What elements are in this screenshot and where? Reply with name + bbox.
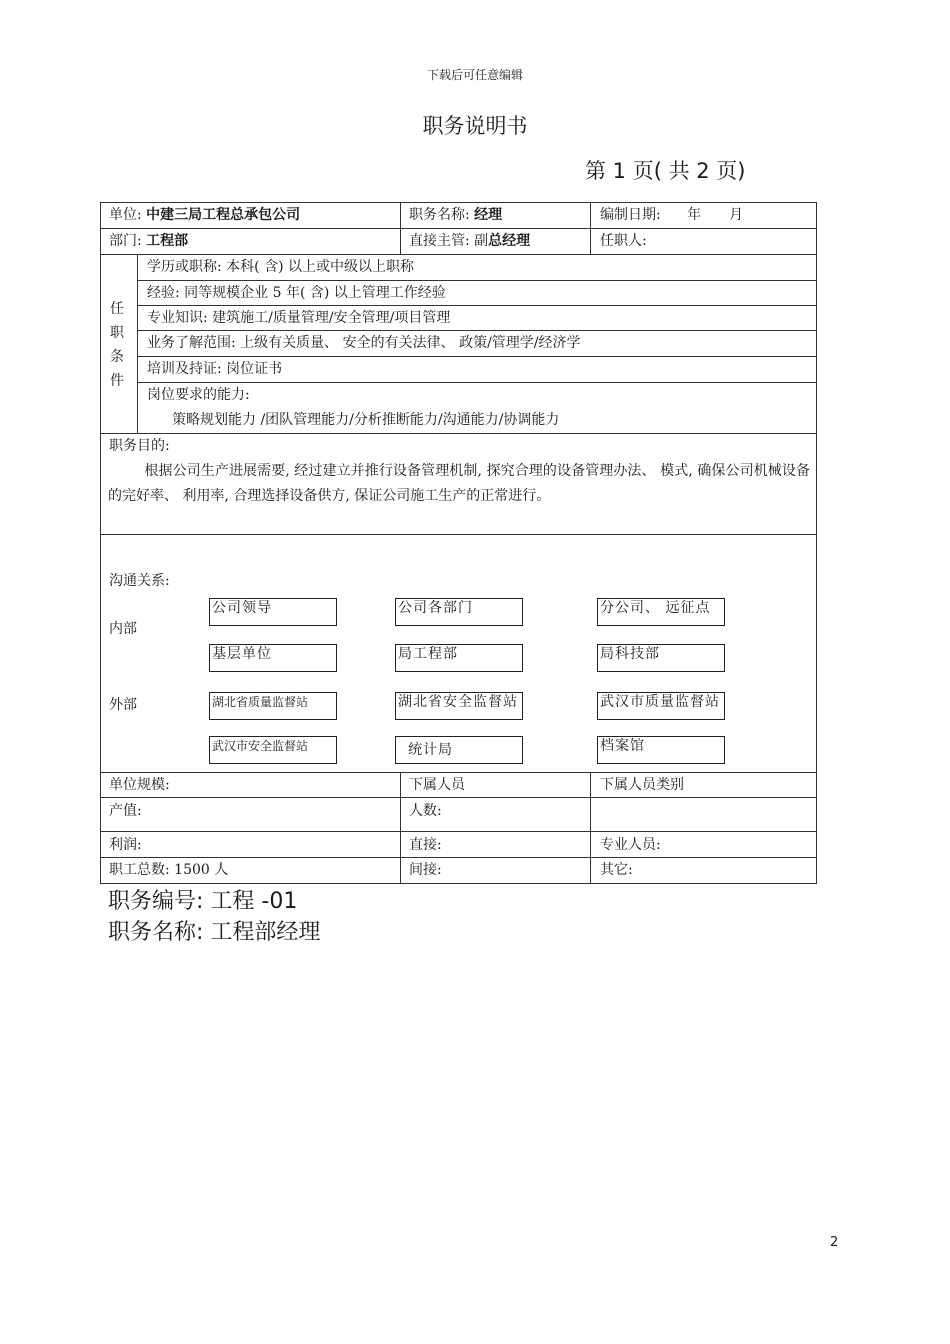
- job-name-field: [409, 206, 502, 224]
- table-rule: [400, 202, 401, 254]
- unit-scale-label: 单位规模:: [109, 777, 170, 793]
- education-requirement: 学历或职称: 本科( 含) 以上或中级以上职称: [147, 259, 414, 275]
- abilities-label: 岗位要求的能力:: [147, 387, 250, 403]
- contact-box-internal: 局工程部: [395, 644, 523, 672]
- table-rule: [100, 534, 817, 535]
- table-rule: [100, 433, 817, 434]
- table-border-left: [100, 202, 101, 884]
- abilities-list: 策略规划能力 /团队管理能力/分析推断能力/沟通能力/协调能力: [172, 412, 560, 428]
- side-char: 条: [110, 349, 124, 365]
- table-rule: [137, 280, 817, 281]
- output-label: 产值:: [109, 803, 142, 819]
- purpose-text: 根据公司生产进展需要, 经过建立并推行设备管理机制, 探究合理的设备管理办法、 模式, 确保公司机械设备的完好率、 利用率, 合理选择设备供方, 保证公司施工生产的正常进行。: [108, 463, 810, 504]
- table-rule: [100, 831, 817, 832]
- contact-box-internal: 公司领导: [209, 598, 337, 626]
- table-rule: [100, 228, 817, 229]
- table-rule: [100, 254, 817, 255]
- subordinate-types-label: 下属人员类别: [600, 777, 684, 793]
- table-rule: [590, 202, 591, 254]
- side-char: 职: [110, 325, 124, 341]
- other-label: 其它:: [600, 862, 633, 878]
- job-name-value: 经理: [474, 207, 503, 223]
- contact-box-external: 武汉市质量监督站: [597, 692, 725, 720]
- experience-requirement: 经验: 同等规模企业 5 年( 含) 以上管理工作经验: [147, 285, 446, 301]
- external-label: 外部: [109, 697, 137, 713]
- supervisor-value: 总经理: [488, 233, 531, 249]
- qualifications-side-label: [110, 297, 128, 393]
- total-staff-label: 职工总数: 1500 人: [109, 862, 229, 878]
- profit-label: 利润:: [109, 837, 142, 853]
- table-rule: [137, 330, 817, 331]
- indirect-label: 间接:: [409, 862, 442, 878]
- supervisor-prefix: 副: [474, 233, 489, 249]
- table-rule: [100, 797, 817, 798]
- date-label: 编制日期:: [600, 207, 661, 223]
- communication-label: 沟通关系:: [109, 573, 170, 589]
- table-border-top: [100, 202, 817, 203]
- contact-box-internal: 局科技部: [597, 644, 725, 672]
- unit-value: 中建三局工程总承包公司: [146, 207, 301, 223]
- watermark: 下载后可任意编辑: [426, 68, 523, 82]
- business-scope-requirement: 业务了解范围: 上级有关质量、 安全的有关法律、 政策/管理学/经济学: [147, 335, 581, 351]
- date-field: [600, 206, 743, 224]
- contact-box-external: 湖北省质量监督站: [209, 692, 337, 720]
- table-rule: [400, 772, 401, 883]
- headcount-label: 人数:: [409, 803, 442, 819]
- job-code: 职务编号: 工程 -01: [108, 889, 298, 914]
- table-border-right: [816, 202, 817, 884]
- training-requirement: 培训及持证: 岗位证书: [147, 361, 283, 377]
- contact-box-external: 统计局: [395, 736, 523, 764]
- side-char: 任: [110, 301, 124, 317]
- contact-box-external: 档案馆: [597, 736, 725, 764]
- supervisor-label: 直接主管:: [409, 233, 470, 249]
- contact-box-internal: 分公司、 远征点: [597, 598, 725, 626]
- knowledge-requirement: 专业知识: 建筑施工/质量管理/安全管理/项目管理: [147, 310, 451, 326]
- professional-label: 专业人员:: [600, 837, 661, 853]
- table-rule: [137, 382, 817, 383]
- table-rule: [100, 772, 817, 773]
- holder-label: 任职人:: [600, 233, 647, 249]
- date-value: 年 月: [687, 207, 744, 223]
- table-rule: [137, 254, 138, 433]
- unit-label: 单位:: [109, 207, 142, 223]
- table-rule: [137, 305, 817, 306]
- internal-label: 内部: [109, 621, 137, 637]
- unit-field: [109, 206, 300, 224]
- contact-box-internal: 基层单位: [209, 644, 337, 672]
- side-char: 件: [110, 373, 124, 389]
- page-indicator: 第 1 页( 共 2 页): [585, 159, 746, 183]
- job-title: 职务名称: 工程部经理: [108, 920, 321, 945]
- table-rule: [100, 857, 817, 858]
- table-rule: [590, 772, 591, 883]
- purpose-label: 职务目的:: [109, 438, 170, 454]
- dept-field: [109, 232, 188, 250]
- direct-label: 直接:: [409, 837, 442, 853]
- job-name-label: 职务名称:: [409, 207, 470, 223]
- page-number: 2: [830, 1235, 839, 1250]
- subordinates-label: 下属人员: [409, 777, 465, 793]
- supervisor-field: [409, 232, 530, 250]
- table-rule: [137, 356, 817, 357]
- page-title: 职务说明书: [422, 114, 528, 138]
- contact-box-external: 湖北省安全监督站: [395, 692, 523, 720]
- contact-box-internal: 公司各部门: [395, 598, 523, 626]
- contact-box-external: 武汉市安全监督站: [209, 736, 337, 764]
- dept-value: 工程部: [146, 233, 189, 249]
- dept-label: 部门:: [109, 233, 142, 249]
